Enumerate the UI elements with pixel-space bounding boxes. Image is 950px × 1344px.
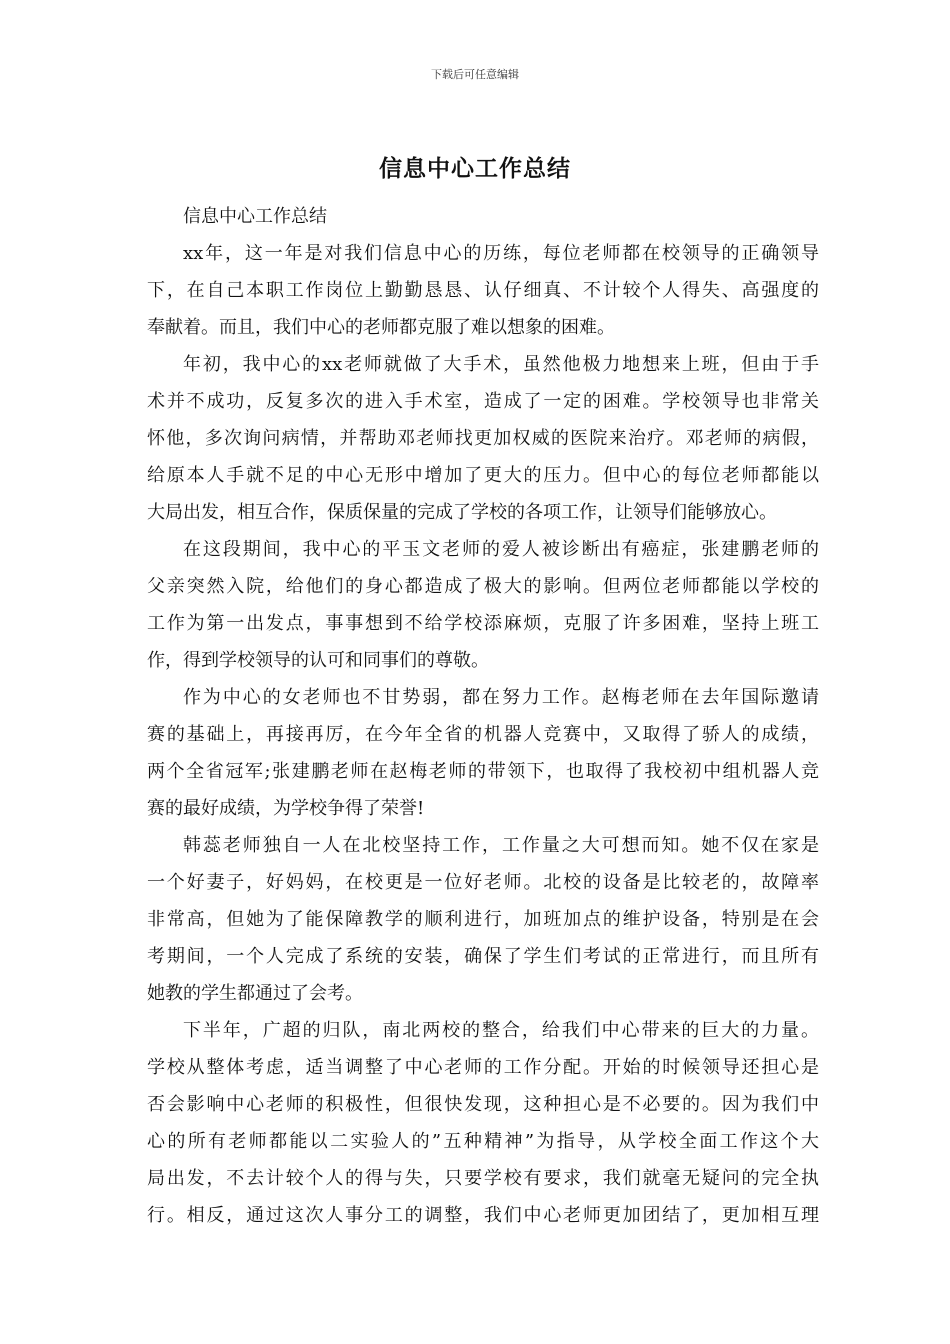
document-body bbox=[147, 198, 819, 1234]
text-line: 给原本人手就不足的中心无形中增加了更大的压力。但中心的每位老师都能以 bbox=[147, 465, 819, 486]
text-line: 怀他，多次询问病情，并帮助邓老师找更加权威的医院来治疗。邓老师的病假， bbox=[147, 428, 819, 449]
text-line: 心的所有老师都能以二实验人的”五种精神”为指导，从学校全面工作这个大 bbox=[147, 1131, 819, 1152]
text-line: 局出发，不去计较个人的得与失，只要学校有要求，我们就毫无疑问的完全执 bbox=[147, 1168, 819, 1189]
text-line: 两个全省冠军;张建鹏老师在赵梅老师的带领下，也取得了我校初中组机器人竞 bbox=[147, 761, 819, 782]
text-line: 奉献着。而且，我们中心的老师都克服了难以想象的困难。 bbox=[147, 317, 615, 338]
text-line: 韩蕊老师独自一人在北校坚持工作，工作量之大可想而知。她不仅在家是 bbox=[183, 835, 819, 856]
text-line: 下半年，广超的归队，南北两校的整合，给我们中心带来的巨大的力量。 bbox=[183, 1020, 819, 1041]
text-line: 下，在自己本职工作岗位上勤勤恳恳、认仔细真、不计较个人得失、高强度的 bbox=[147, 280, 819, 301]
text-line: 在这段期间，我中心的平玉文老师的爱人被诊断出有癌症，张建鹏老师的 bbox=[183, 539, 819, 560]
text-line: 学校从整体考虑，适当调整了中心老师的工作分配。开始的时候领导还担心是 bbox=[147, 1057, 819, 1078]
text-line: 她教的学生都通过了会考。 bbox=[147, 983, 363, 1004]
text-line: 作，得到学校领导的认可和同事们的尊敬。 bbox=[147, 650, 489, 671]
header-note: 下载后可任意编辑 bbox=[431, 68, 519, 81]
text-line: 考期间，一个人完成了系统的安装，确保了学生们考试的正常进行，而且所有 bbox=[147, 946, 819, 967]
text-line: 工作为第一出发点，事事想到不给学校添麻烦，克服了许多困难，坚持上班工 bbox=[147, 613, 819, 634]
text-line: 父亲突然入院，给他们的身心都造成了极大的影响。但两位老师都能以学校的 bbox=[147, 576, 819, 597]
text-line: 赛的最好成绩，为学校争得了荣誉! bbox=[147, 798, 425, 819]
text-line: 行。相反，通过这次人事分工的调整，我们中心老师更加团结了，更加相互理 bbox=[147, 1205, 819, 1226]
text-line: 非常高，但她为了能保障教学的顺利进行，加班加点的维护设备，特别是在会 bbox=[147, 909, 819, 930]
text-line: 作为中心的女老师也不甘势弱，都在努力工作。赵梅老师在去年国际邀请 bbox=[183, 687, 819, 708]
text-line: 年初，我中心的xx老师就做了大手术，虽然他极力地想来上班，但由于手 bbox=[183, 354, 819, 375]
text-line: 否会影响中心老师的积极性，但很快发现，这种担心是不必要的。因为我们中 bbox=[147, 1094, 819, 1115]
document-title: 信息中心工作总结 bbox=[379, 156, 571, 182]
text-line: 一个好妻子，好妈妈，在校更是一位好老师。北校的设备是比较老的，故障率 bbox=[147, 872, 819, 893]
text-line: 信息中心工作总结 bbox=[183, 206, 327, 227]
text-line: 赛的基础上，再接再厉，在今年全省的机器人竞赛中，又取得了骄人的成绩， bbox=[147, 724, 819, 745]
text-line: xx年，这一年是对我们信息中心的历练，每位老师都在校领导的正确领导 bbox=[183, 243, 819, 264]
text-line: 术并不成功，反复多次的进入手术室，造成了一定的困难。学校领导也非常关 bbox=[147, 391, 819, 412]
text-line: 大局出发，相互合作，保质保量的完成了学校的各项工作，让领导们能够放心。 bbox=[147, 502, 777, 523]
